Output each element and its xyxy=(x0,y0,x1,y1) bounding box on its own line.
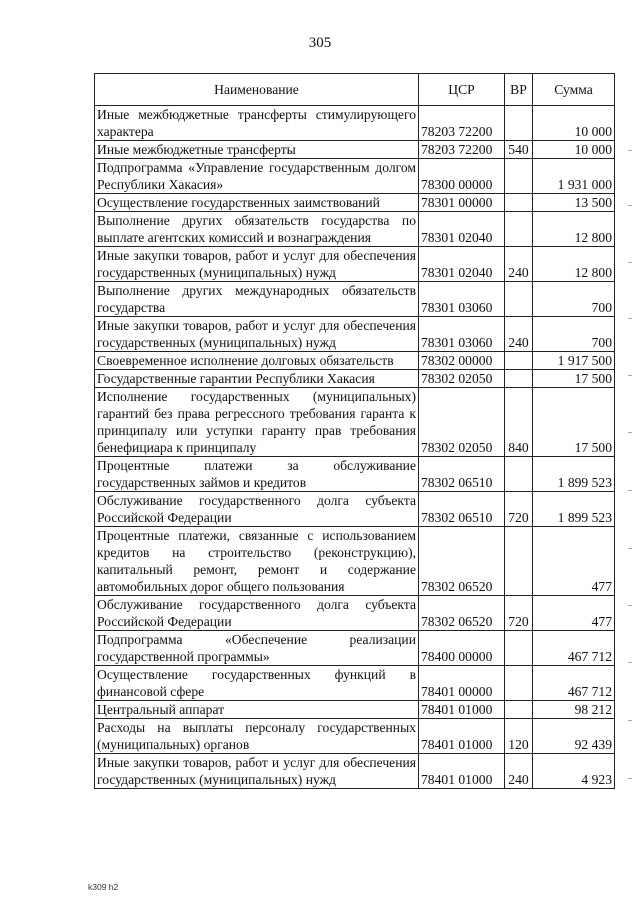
row-vr xyxy=(505,282,533,317)
row-vr xyxy=(505,194,533,212)
table-row xyxy=(95,457,615,492)
scan-edge-marks xyxy=(628,0,638,905)
row-name xyxy=(95,212,419,247)
row-name-text: Расходы на выплаты персоналу государственных (муниципальных) органов xyxy=(97,720,416,752)
row-sum: 10 000 xyxy=(533,106,615,141)
row-sum: 17 500 xyxy=(533,388,615,457)
row-sum: 467 712 xyxy=(533,666,615,701)
row-vr: 240 xyxy=(505,247,533,282)
row-name xyxy=(95,492,419,527)
row-name-text: Выполнение других международных обязательств государства xyxy=(97,283,416,315)
row-code: 78302 06520 xyxy=(419,596,505,631)
table-row xyxy=(95,282,615,317)
row-sum: 4 923 xyxy=(533,754,615,789)
row-vr: 240 xyxy=(505,754,533,789)
row-name xyxy=(95,666,419,701)
row-name-text: Осуществление государственных функций в финансовой сфере xyxy=(97,667,416,699)
row-code: 78301 03060 xyxy=(419,282,505,317)
row-code: 78203 72200 xyxy=(419,106,505,141)
row-sum: 477 xyxy=(533,596,615,631)
row-name xyxy=(95,194,419,212)
row-vr xyxy=(505,701,533,719)
row-vr xyxy=(505,527,533,596)
row-name-text: Государственные гарантии Республики Хакасия xyxy=(97,371,375,386)
row-vr: 120 xyxy=(505,719,533,754)
row-vr xyxy=(505,666,533,701)
row-sum: 700 xyxy=(533,282,615,317)
row-name xyxy=(95,719,419,754)
row-name-text: Процентные платежи за обслуживание государственных займов и кредитов xyxy=(97,458,416,490)
row-name-text: Подпрограмма «Обеспечение реализации государственной программы» xyxy=(97,632,416,664)
table-row xyxy=(95,719,615,754)
row-sum: 1 899 523 xyxy=(533,457,615,492)
table-row xyxy=(95,754,615,789)
table-row xyxy=(95,527,615,596)
row-vr xyxy=(505,352,533,370)
table-row xyxy=(95,159,615,194)
row-name xyxy=(95,631,419,666)
row-name-text: Иные межбюджетные трансферты xyxy=(97,142,296,157)
table-row xyxy=(95,666,615,701)
row-name xyxy=(95,596,419,631)
table-row xyxy=(95,141,615,159)
row-sum: 1 931 000 xyxy=(533,159,615,194)
footer-code: k309 h2 xyxy=(88,882,119,892)
row-name xyxy=(95,106,419,141)
row-sum: 12 800 xyxy=(533,212,615,247)
row-vr xyxy=(505,159,533,194)
row-code: 78401 01000 xyxy=(419,701,505,719)
table-row xyxy=(95,370,615,388)
row-name-text: Осуществление государственных заимствований xyxy=(97,195,380,210)
row-name-text: Иные закупки товаров, работ и услуг для обеспечения государственных (муниципальных) нужд xyxy=(97,248,416,280)
row-name-text: Иные закупки товаров, работ и услуг для обеспечения государственных (муниципальных) нужд xyxy=(97,755,416,787)
row-code: 78302 02050 xyxy=(419,370,505,388)
row-name xyxy=(95,370,419,388)
header-sum: Сумма xyxy=(533,74,615,106)
row-name xyxy=(95,388,419,457)
row-name xyxy=(95,457,419,492)
row-vr: 540 xyxy=(505,141,533,159)
row-name-text: Иные межбюджетные трансферты стимулирующего характера xyxy=(97,107,416,139)
row-vr: 240 xyxy=(505,317,533,352)
row-code: 78301 02040 xyxy=(419,212,505,247)
row-name-text: Подпрограмма «Управление государственным долгом Республики Хакасия» xyxy=(97,160,416,192)
row-name-text: Обслуживание государственного долга субъекта Российской Федерации xyxy=(97,493,416,525)
table-row xyxy=(95,194,615,212)
row-sum: 1 899 523 xyxy=(533,492,615,527)
row-name xyxy=(95,247,419,282)
table-body xyxy=(95,106,615,789)
row-name-text: Центральный аппарат xyxy=(97,702,225,717)
row-code: 78401 01000 xyxy=(419,719,505,754)
row-code: 78302 02050 xyxy=(419,388,505,457)
header-code: ЦСР xyxy=(419,74,505,106)
row-name-text: Обслуживание государственного долга субъекта Российской Федерации xyxy=(97,597,416,629)
header-name: Наименование xyxy=(95,74,419,106)
row-vr xyxy=(505,370,533,388)
row-name xyxy=(95,282,419,317)
row-vr xyxy=(505,631,533,666)
table-row xyxy=(95,247,615,282)
header-vr: ВР xyxy=(505,74,533,106)
table-row xyxy=(95,701,615,719)
row-code: 78301 00000 xyxy=(419,194,505,212)
row-vr xyxy=(505,212,533,247)
row-code: 78302 06510 xyxy=(419,457,505,492)
row-name xyxy=(95,141,419,159)
row-vr: 840 xyxy=(505,388,533,457)
row-sum: 477 xyxy=(533,527,615,596)
table-row xyxy=(95,388,615,457)
row-name-text: Своевременное исполнение долговых обязательств xyxy=(97,353,394,368)
row-sum: 98 212 xyxy=(533,701,615,719)
row-code: 78401 01000 xyxy=(419,754,505,789)
budget-table xyxy=(94,73,615,789)
table-row xyxy=(95,492,615,527)
row-name xyxy=(95,352,419,370)
row-code: 78302 06510 xyxy=(419,492,505,527)
row-code: 78302 06520 xyxy=(419,527,505,596)
table-row xyxy=(95,631,615,666)
row-sum: 13 500 xyxy=(533,194,615,212)
row-sum: 92 439 xyxy=(533,719,615,754)
row-code: 78300 00000 xyxy=(419,159,505,194)
row-sum: 12 800 xyxy=(533,247,615,282)
row-name xyxy=(95,317,419,352)
page-number: 305 xyxy=(308,35,332,51)
row-name-text: Исполнение государственных (муниципальных) гарантий без права регрессного требования гаранта к принципалу или уступки гаранту прав требования бенефициара к принципалу xyxy=(97,389,416,455)
table-row xyxy=(95,317,615,352)
row-code: 78302 00000 xyxy=(419,352,505,370)
table-row xyxy=(95,106,615,141)
row-name xyxy=(95,159,419,194)
row-name xyxy=(95,527,419,596)
row-sum: 10 000 xyxy=(533,141,615,159)
row-name xyxy=(95,701,419,719)
row-vr: 720 xyxy=(505,492,533,527)
row-code: 78401 00000 xyxy=(419,666,505,701)
row-sum: 700 xyxy=(533,317,615,352)
row-name-text: Процентные платежи, связанные с использованием кредитов на строительство (реконструкцию), капитальный ремонт, ремонт и содержание автомобильных дорог общего пользования xyxy=(97,528,416,594)
row-code: 78301 03060 xyxy=(419,317,505,352)
row-vr xyxy=(505,106,533,141)
row-sum: 467 712 xyxy=(533,631,615,666)
table-row xyxy=(95,596,615,631)
table-row xyxy=(95,212,615,247)
row-sum: 1 917 500 xyxy=(533,352,615,370)
table-row xyxy=(95,352,615,370)
row-code: 78301 02040 xyxy=(419,247,505,282)
table-header-row xyxy=(95,74,615,106)
row-code: 78400 00000 xyxy=(419,631,505,666)
row-vr xyxy=(505,457,533,492)
row-sum: 17 500 xyxy=(533,370,615,388)
row-name xyxy=(95,754,419,789)
row-name-text: Иные закупки товаров, работ и услуг для обеспечения государственных (муниципальных) нужд xyxy=(97,318,416,350)
row-name-text: Выполнение других обязательств государства по выплате агентских комиссий и вознаграждения xyxy=(97,213,416,245)
row-code: 78203 72200 xyxy=(419,141,505,159)
row-vr: 720 xyxy=(505,596,533,631)
